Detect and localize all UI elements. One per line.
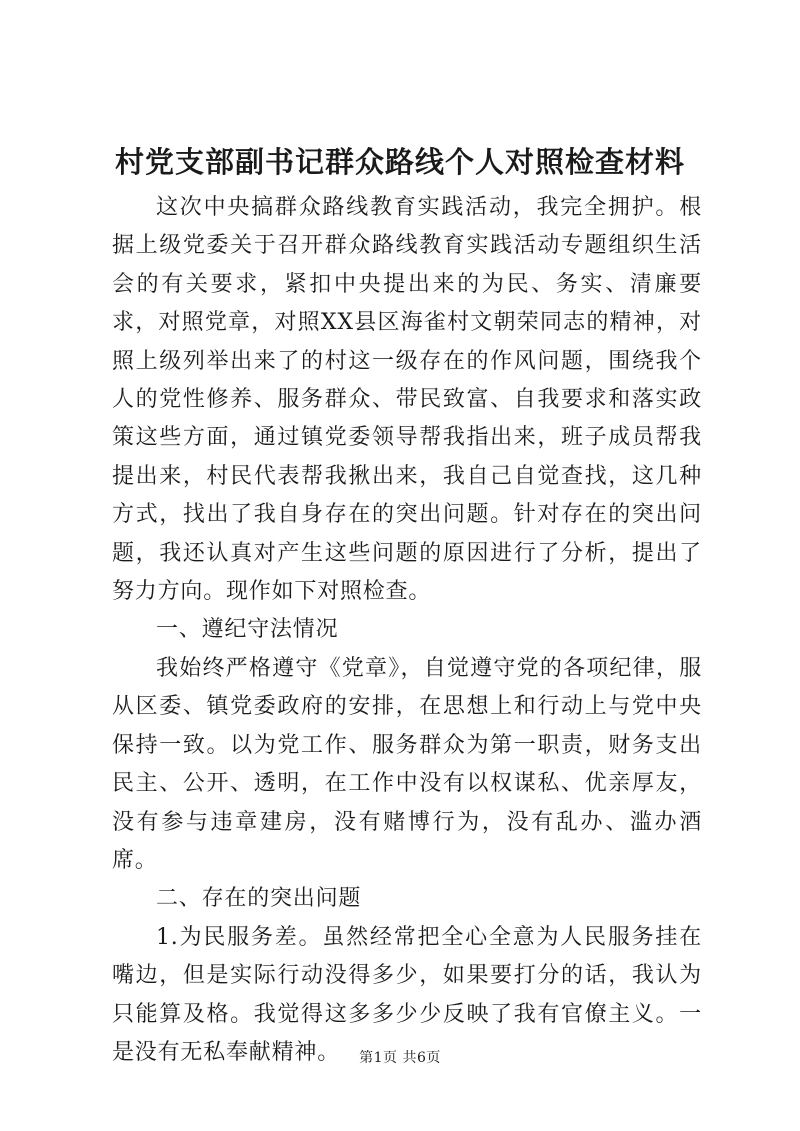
paragraph-problem-1: 1.为民服务差。虽然经常把全心全意为人民服务挂在嘴边，但是实际行动没得多少，如果要打分的话，我认为只能算及格。我觉得这多多少少反映了我有官僚主义。一是没有无私奉献精神。 (112, 924, 702, 1065)
paragraph-intro: 这次中央搞群众路线教育实践活动，我完全拥护。根据上级党委关于召开群众路线教育实践活动专题组织生活会的有关要求，紧扣中央提出来的为民、务实、清廉要求，对照党章，对照XX县区海雀村文朝荣同志的精神，对照上级列举出来了的村这一级存在的作风问题，围绕我个人的党性修养、服务群众、带民致富、自我要求和落实政策这些方面，通过镇党委领导帮我指出来，班子成员帮我提出来，村民代表帮我揪出来，我自己自觉查找，这几种方式，找出了我自身存在的突出问题。针对存在的突出问题，我还认真对产生这些问题的原因进行了分析，提出了努力方向。现作如下对照检查。 (112, 195, 702, 605)
page-footer: 第1页 共6页 (359, 1050, 441, 1066)
document-body (112, 189, 702, 1072)
paragraph-discipline: 我始终严格遵守《党章》，自觉遵守党的各项纪律，服从区委、镇党委政府的安排，在思想上和行动上与党中央保持一致。以为党工作、服务群众为第一职责，财务支出民主、公开、透明，在工作中没有以权谋私、优亲厚友，没有参与违章建房，没有赌博行为，没有乱办、滥办酒席。 (112, 655, 702, 873)
section-heading-discipline: 一、遵纪守法情况 (156, 617, 339, 643)
document-title: 村党支部副书记群众路线个人对照检查材料 (114, 145, 685, 179)
section-heading-problems: 二、存在的突出问题 (156, 886, 362, 912)
